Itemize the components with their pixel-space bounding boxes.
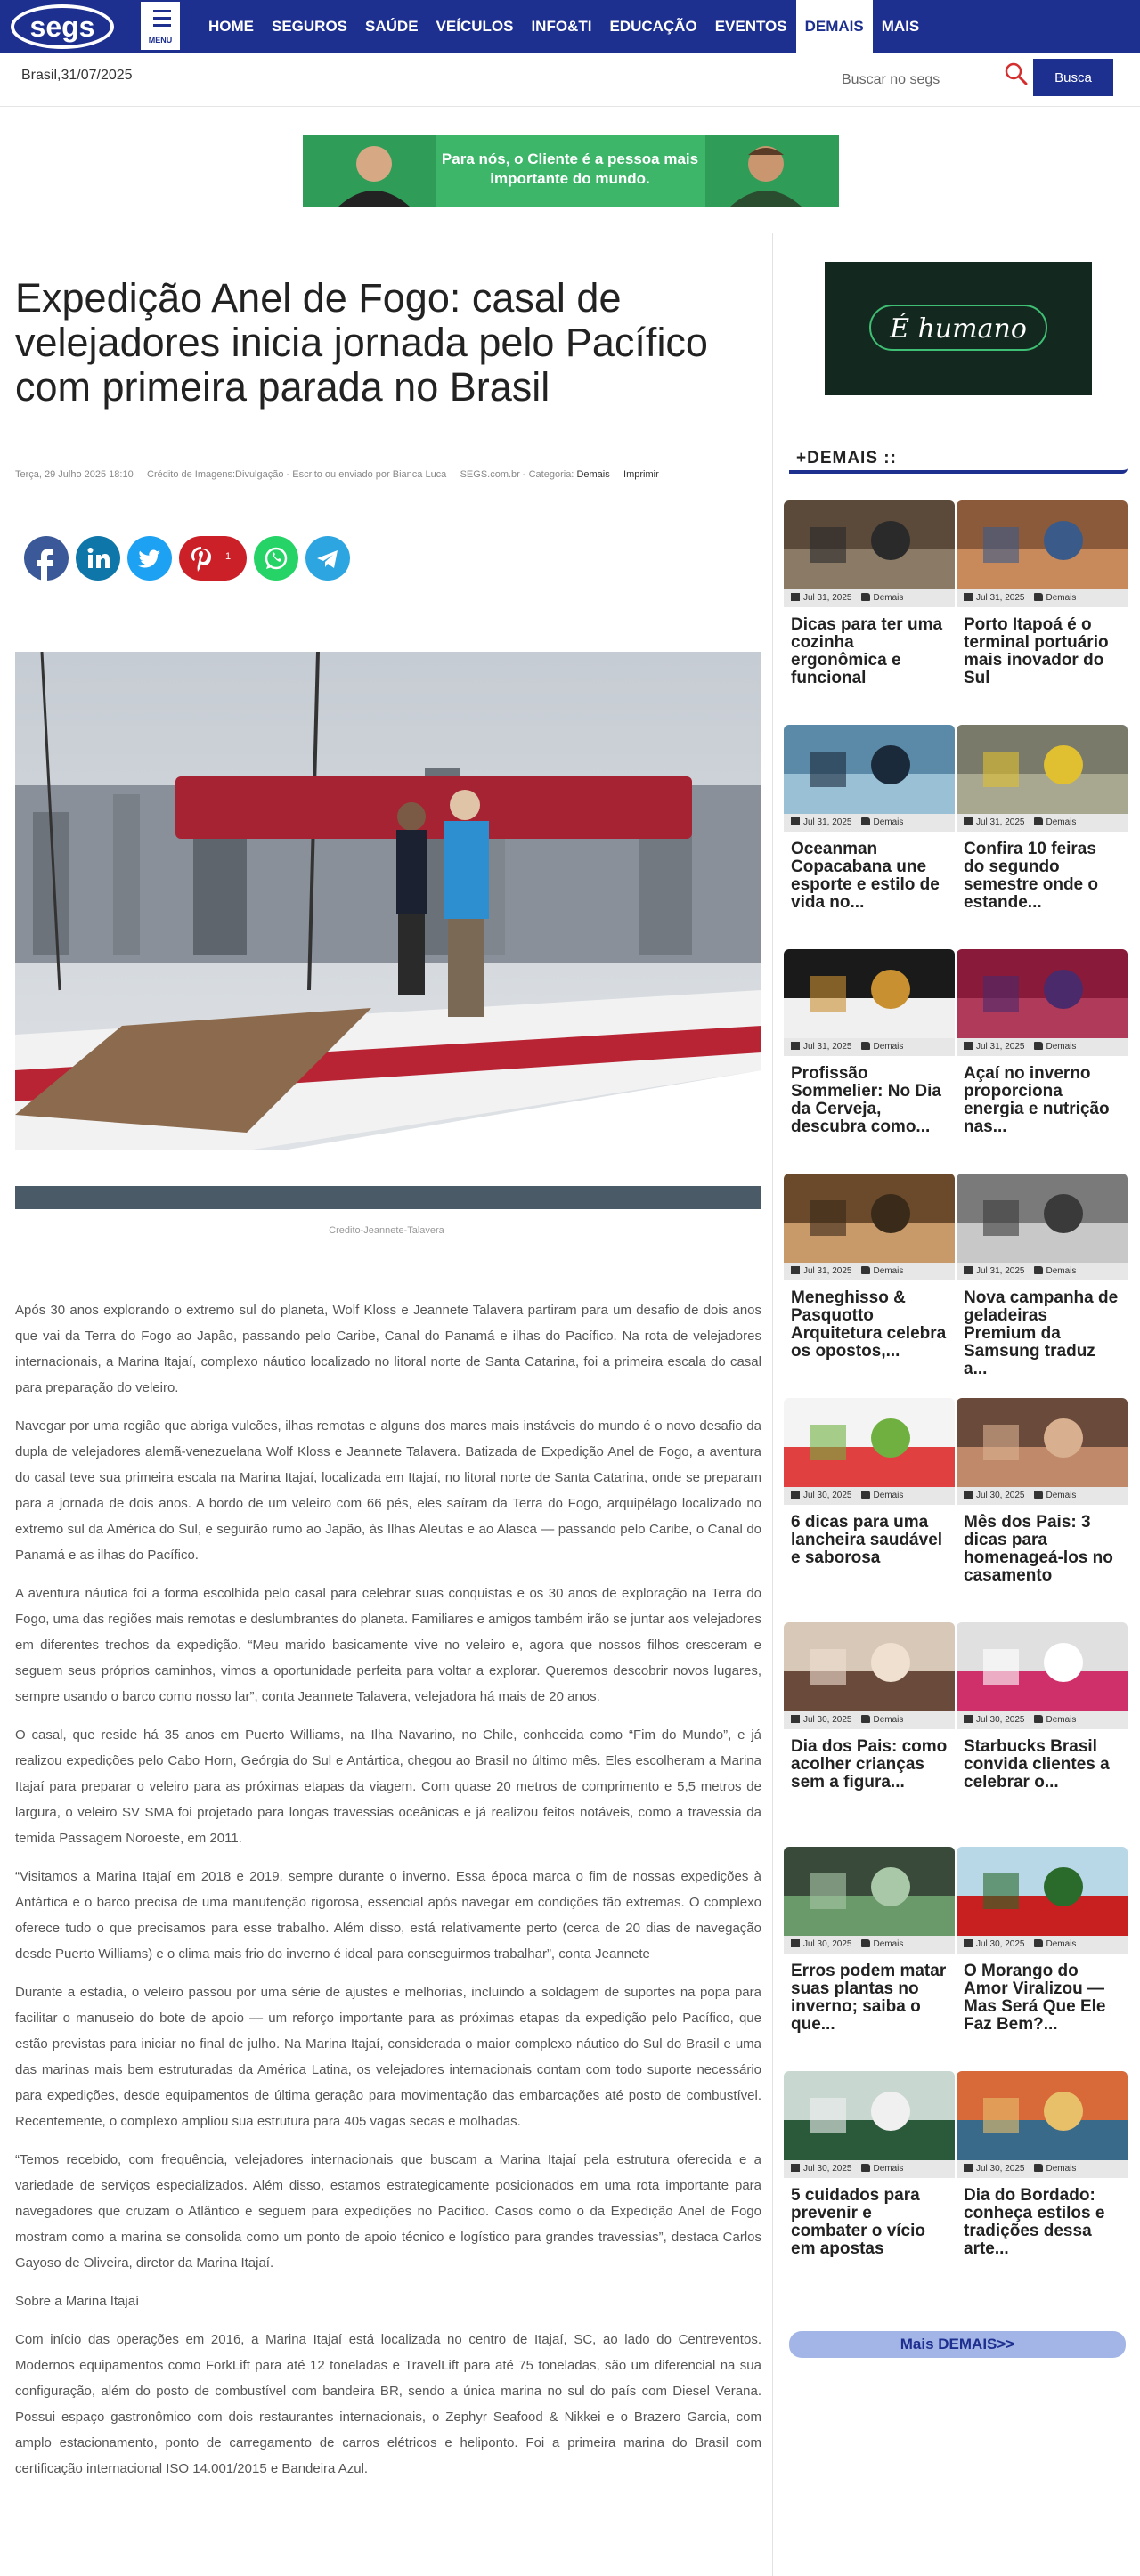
twitter-icon[interactable] [127,536,172,581]
card-category[interactable]: Demais [1046,1715,1077,1725]
card-meta [957,1038,1128,1056]
card-date: Jul 30, 2025 [976,1939,1025,1949]
card-date: Jul 31, 2025 [976,1042,1025,1052]
sidebar-ad[interactable] [825,262,1092,395]
calendar-icon [791,1939,800,1947]
telegram-icon[interactable] [305,536,350,581]
calendar-icon [791,1042,800,1050]
sidebar-card[interactable] [784,1398,955,1567]
card-date: Jul 31, 2025 [976,1266,1025,1276]
sidebar [775,233,1140,2576]
card-meta [957,1711,1128,1729]
sidebar-heading-rule [789,468,1128,474]
search-icon[interactable] [1005,62,1028,85]
card-thumbnail[interactable] [957,1622,1128,1711]
sidebar-card[interactable] [784,1847,955,2034]
card-category[interactable]: Demais [873,1939,904,1949]
segs-logo[interactable] [7,2,118,52]
calendar-icon [791,593,800,601]
card-meta [957,1936,1128,1954]
card-thumbnail[interactable] [957,1847,1128,1936]
folder-icon [861,1939,870,1947]
folder-icon [1034,1491,1043,1499]
nav-eventos[interactable]: EVENTOS [714,18,787,35]
search-input[interactable] [842,64,993,96]
sidebar-card[interactable] [784,949,955,1136]
folder-icon [861,593,870,601]
sidebar-card[interactable] [957,2071,1128,2258]
folder-icon [1034,593,1043,601]
card-date: Jul 30, 2025 [803,2164,852,2174]
current-date: Brasil,31/07/2025 [21,68,133,83]
menu-icon-bar [153,24,171,27]
facebook-icon[interactable] [24,536,69,581]
article-paragraph: Com início das operações em 2016, a Marina Itajaí está localizada no centro de Itajaí, SC, ao lado do Centreventos. Modernos equipamentos como ForkLift para até 12 toneladas e TravelLift para até 75 toneladas, são um diferencial na sua configuração, além do posto de combustível com bandeira BR, sendo a única marina no sul do país com Diesel Verana. Possui espaço gastronômico com dois restaurantes internacionais, o Zephyr Seafood & Nikkei e o Brazero Garcia, com amplo estacionamento, ponto de carregamento de carros elétricos e heliponto. Foi a primeira marina do Brasil com certificação internacional ISO 14.001/2015 e Bandeira Azul. [15,2332,761,2476]
sidebar-card[interactable] [957,500,1128,687]
card-thumbnail[interactable] [957,949,1128,1038]
article-credit: Crédito de Imagens:Divulgação - Escrito ou enviado por Bianca Luca [147,469,447,480]
card-title-link[interactable]: Confira 10 feiras do segundo semestre onde o estande... [964,840,1098,912]
section-heading: Sobre a Marina Itajaí [15,2294,140,2309]
nav-educacao[interactable]: EDUCAÇÃO [609,18,697,35]
folder-icon [1034,817,1043,825]
card-title-link[interactable]: 6 dicas para uma lancheira saudável e saborosa [791,1513,943,1567]
article-photo [15,652,761,1209]
folder-icon [861,2164,870,2172]
calendar-icon [791,1715,800,1723]
card-title-link[interactable]: Profissão Sommelier: No Dia da Cerveja, descubra como... [791,1064,941,1136]
card-thumbnail[interactable] [784,1847,955,1936]
sidebar-card[interactable] [784,1174,955,1361]
card-title-link[interactable]: Dia do Bordado: conheça estilos e tradições dessa arte... [964,2186,1105,2258]
nav-seguros[interactable]: SEGUROS [272,18,348,35]
card-category[interactable]: Demais [1046,593,1077,603]
card-date: Jul 31, 2025 [803,1042,852,1052]
folder-icon [1034,1266,1043,1274]
article [0,233,773,2576]
card-thumbnail[interactable] [784,500,955,589]
card-meta [957,814,1128,832]
card-meta [957,2160,1128,2178]
sidebar-card[interactable] [957,725,1128,912]
card-title-link[interactable]: Dia dos Pais: como acolher crianças sem a figura... [791,1737,948,1792]
card-date: Jul 30, 2025 [976,2164,1025,2174]
sidebar-card[interactable] [957,949,1128,1136]
menu-icon-bar [153,17,171,20]
sidebar-card[interactable] [784,2071,955,2258]
card-category[interactable]: Demais [873,1491,904,1500]
search-button[interactable]: Busca [1033,59,1113,96]
card-category[interactable]: Demais [873,817,904,827]
card-title-link[interactable]: Starbucks Brasil convida clientes a celebrar o... [964,1737,1110,1792]
card-date: Jul 31, 2025 [976,817,1025,827]
sidebar-card[interactable] [784,1622,955,1792]
calendar-icon [791,2164,800,2172]
calendar-icon [964,1939,973,1947]
card-date: Jul 30, 2025 [976,1715,1025,1725]
article-date: Terça, 29 Julho 2025 18:10 [15,469,134,480]
calendar-icon [964,2164,973,2172]
nav-veiculos[interactable]: VEÍCULOS [436,18,514,35]
article-paragraph: “Visitamos a Marina Itajaí em 2018 e 2019, sempre durante o inverno. Essa época marca o fim de nossas expedições à Antártica e o barco precisa de uma manutenção rigorosa, essencial após navegar em condições tão extremas. O complexo oferece tudo o que precisamos para esse trabalho. Além disso, está relativamente perto (cerca de 20 dias de navegação desde Puerto Williams) e o clima mais frio do inverno é ideal para conseguirmos trabalhar”, conta Jeannete [15,1869,761,1962]
calendar-icon [791,1266,800,1274]
card-meta [784,589,955,607]
card-thumbnail[interactable] [957,2071,1128,2160]
card-thumbnail[interactable] [957,725,1128,814]
calendar-icon [964,817,973,825]
card-thumbnail[interactable] [784,2071,955,2160]
article-paragraph: Durante a estadia, o veleiro passou por uma série de ajustes e melhorias, incluindo a soldagem de suportes na popa para facilitar o manuseio do bote de apoio — um reforço importante para as próximas etapas da expedição pelo Pacífico, que estão previstas para iniciar no final de julho. Na Marina Itajaí, considerada o maior complexo náutico do Sul do Brasil e uma das marinas mais bem estruturadas da América Latina, os velejadores internacionais contam com todo suporte necessário para expedições, desde equipamentos de última geração para movimentação das embarcações até posto de combustível. Recentemente, o complexo ampliou sua estrutura para 405 vagas secas e molhadas. [15,1985,761,2129]
card-date: Jul 30, 2025 [803,1491,852,1500]
linkedin-icon[interactable] [76,536,120,581]
nav-home[interactable]: HOME [208,18,254,35]
card-title-link[interactable]: Dicas para ter uma cozinha ergonômica e funcional [791,615,943,687]
nav-saude[interactable]: SAÚDE [365,18,419,35]
card-title-link[interactable]: Oceanman Copacabana une esporte e estilo de vida no... [791,840,940,912]
card-date: Jul 31, 2025 [803,817,852,827]
folder-icon [861,1715,870,1723]
nav-demais[interactable]: DEMAIS [796,0,873,53]
print-link[interactable]: Imprimir [623,469,659,480]
card-title-link[interactable]: Açaí no inverno proporciona energia e nutrição nas... [964,1064,1110,1136]
page-title: Expedição Anel de Fogo: casal de velejadores inicia jornada pelo Pacífico com primeira parada no Brasil [15,275,708,410]
card-thumbnail[interactable] [784,1174,955,1263]
folder-icon [1034,1939,1043,1947]
card-thumbnail[interactable] [784,1622,955,1711]
card-date: Jul 31, 2025 [803,593,852,603]
category-link[interactable]: Demais [576,469,610,480]
calendar-icon [964,1266,973,1274]
article-paragraph: O casal, que reside há 35 anos em Puerto Williams, na Ilha Navarino, no Chile, conhecida como “Fim do Mundo”, e já realizou expedições pelo Cabo Horn, Geórgia do Sul e Antártica, chegou ao Brasil no último mês. Eles escolheram a Marina Itajaí para preparar o veleiro para as próximas etapas da viagem. Com quase 20 metros de comprimento e 5,5 metros de largura, o veleiro SV SMA foi projetado para longas travessias oceânicas e já realizou feitos notáveis, como a travessia da temida Passagem Noroeste, em 2011. [15,1727,761,1846]
article-body [15,1297,761,2494]
card-title-link[interactable]: 5 cuidados para prevenir e combater o vício em apostas [791,2186,925,2258]
ad-banner-text: Para nós, o Cliente é a pessoa mais importante do mundo. [441,150,699,187]
card-category[interactable]: Demais [1046,1939,1077,1949]
menu-button[interactable] [139,0,182,52]
card-title-link[interactable]: Nova campanha de geladeiras Premium da Samsung traduz a... [964,1288,1119,1378]
folder-icon [1034,1042,1043,1050]
calendar-icon [964,1491,973,1499]
card-date: Jul 30, 2025 [803,1939,852,1949]
article-paragraph: Após 30 anos explorando o extremo sul do planeta, Wolf Kloss e Jeannete Talavera partiram para um desafio de dois anos que vai da Terra do Fogo ao Japão, passando pelo Caribe, Canal do Panamá e ilhas do Pacífico. Na rota de velejadores internacionais, a Marina Itajaí, complexo náutico localizado no litoral norte de Santa Catarina, foi a primeira escala do casal para preparação do veleiro. [15,1303,761,1395]
pinterest-count: 1 [225,551,232,562]
card-category[interactable]: Demais [873,1042,904,1052]
card-thumbnail[interactable] [957,1174,1128,1263]
sidebar-heading: +DEMAIS :: [796,449,897,467]
folder-icon [1034,2164,1043,2172]
sidebar-card[interactable] [957,1398,1128,1585]
card-title-link[interactable]: Erros podem matar suas plantas no inverno; saiba o que... [791,1962,947,2034]
card-title-link[interactable]: O Morango do Amor Viralizou — Mas Será Que Ele Faz Bem?... [964,1962,1106,2034]
card-title-link[interactable]: Porto Itapoá é o terminal portuário mais inovador do Sul [964,615,1109,687]
folder-icon [861,1042,870,1050]
calendar-icon [791,817,800,825]
article-site: SEGS.com.br - Categoria: [460,469,574,480]
card-meta [784,1487,955,1505]
card-category[interactable]: Demais [873,1266,904,1276]
folder-icon [1034,1715,1043,1723]
photo-caption: Credito-Jeannete-Talavera [329,1225,444,1236]
sidebar-card[interactable] [957,1622,1128,1792]
nav-info-ti[interactable]: INFO&TI [531,18,592,35]
card-category[interactable]: Demais [873,2164,904,2174]
card-category[interactable]: Demais [1046,817,1077,827]
card-meta [957,1487,1128,1505]
whatsapp-icon[interactable] [254,536,298,581]
calendar-icon [964,593,973,601]
card-category[interactable]: Demais [1046,2164,1077,2174]
sub-header [0,53,1140,107]
card-category[interactable]: Demais [1046,1042,1077,1052]
calendar-icon [964,1715,973,1723]
card-meta [784,1936,955,1954]
card-meta [784,1263,955,1280]
nav-mais[interactable]: MAIS [881,18,920,35]
card-meta [957,1263,1128,1280]
article-meta [15,469,659,480]
card-thumbnail[interactable] [784,949,955,1038]
card-meta [957,589,1128,607]
ad-banner[interactable] [303,135,839,207]
card-meta [784,2160,955,2178]
article-paragraph: Navegar por uma região que abriga vulcões, ilhas remotas e alguns dos mares mais instáveis do mundo é o novo desafio da dupla de velejadores alemã-venezuelana Wolf Kloss e Jeannete Talavera. Batizada de Expedição Anel de Fogo, a aventura do casal teve sua primeira escala na Marina Itajaí, localizada em Itajaí, no litoral norte de Santa Catarina, onde se preparam para a jornada de dois anos. A bordo de um veleiro com 66 pés, eles saíram da Terra do Fogo, arquipélago localizado no extremo sul da América do Sul, e seguirão rumo ao Japão, às Ilhas Aleutas e ao Alasca — passando pelo Caribe, o Canal do Panamá e as ilhas do Pacífico. [15,1418,761,1563]
logo-text: segs [29,11,95,43]
more-demais-button[interactable]: Mais DEMAIS>> [789,2331,1126,2358]
sidebar-card[interactable] [784,725,955,912]
menu-icon [153,10,171,12]
card-date: Jul 31, 2025 [976,593,1025,603]
sidebar-card[interactable] [957,1847,1128,2034]
pinterest-icon[interactable] [179,536,247,581]
card-category[interactable]: Demais [873,593,904,603]
card-thumbnail[interactable] [957,1398,1128,1487]
sidebar-ad-text: É humano [890,313,1027,345]
card-category[interactable]: Demais [1046,1266,1077,1276]
card-title-link[interactable]: Mês dos Pais: 3 dicas para homenageá-los no casamento [964,1513,1113,1585]
card-meta [784,1038,955,1056]
card-category[interactable]: Demais [873,1715,904,1725]
card-thumbnail[interactable] [784,725,955,814]
card-meta [784,814,955,832]
calendar-icon [791,1491,800,1499]
top-navigation-bar [0,0,1140,53]
card-title-link[interactable]: Meneghisso & Pasquotto Arquitetura celebra os opostos,... [791,1288,947,1361]
sidebar-card[interactable] [784,500,955,687]
article-paragraph: “Temos recebido, com frequência, velejadores internacionais que buscam a Marina Itajaí pela estrutura oferecida e a variedade de serviços especializados. Além disso, estamos estrategicamente posicionados em uma rota importante para navegadores que cruzam o Atlântico e seguem para expedições no Pacífico. Casos como o da Expedição Anel de Fogo mostram como a marina se consolida como um ponto de apoio técnico e logístico para grandes travessias”, destaca Carlos Gayoso de Oliveira, diretor da Marina Itajaí. [15,2152,761,2271]
menu-label: MENU [148,36,173,45]
folder-icon [861,1491,870,1499]
card-category[interactable]: Demais [1046,1491,1077,1500]
card-thumbnail[interactable] [957,500,1128,589]
article-paragraph: A aventura náutica foi a forma escolhida pelo casal para celebrar suas conquistas e os 30 anos de exploração na Terra do Fogo, uma das regiões mais remotas e deslumbrantes do planeta. Familiares e amigos também irão se juntar aos velejadores em diferentes trechos da expedição. “Meu marido basicamente vive no veleiro e, agora que nossos filhos cresceram e seguem seus próprios caminhos, vimos a oportunidade perfeita para voltar a explorar. Queremos descobrir novos lugares, sempre usando o barco como nosso lar”, conta Jeannete Talavera, velejadora há mais de 20 anos. [15,1586,761,1704]
calendar-icon [964,1042,973,1050]
sidebar-card[interactable] [957,1174,1128,1378]
card-date: Jul 30, 2025 [803,1715,852,1725]
card-thumbnail[interactable] [784,1398,955,1487]
folder-icon [861,817,870,825]
card-date: Jul 31, 2025 [803,1266,852,1276]
card-date: Jul 30, 2025 [976,1491,1025,1500]
main-nav [200,0,928,53]
folder-icon [861,1266,870,1274]
card-meta [784,1711,955,1729]
